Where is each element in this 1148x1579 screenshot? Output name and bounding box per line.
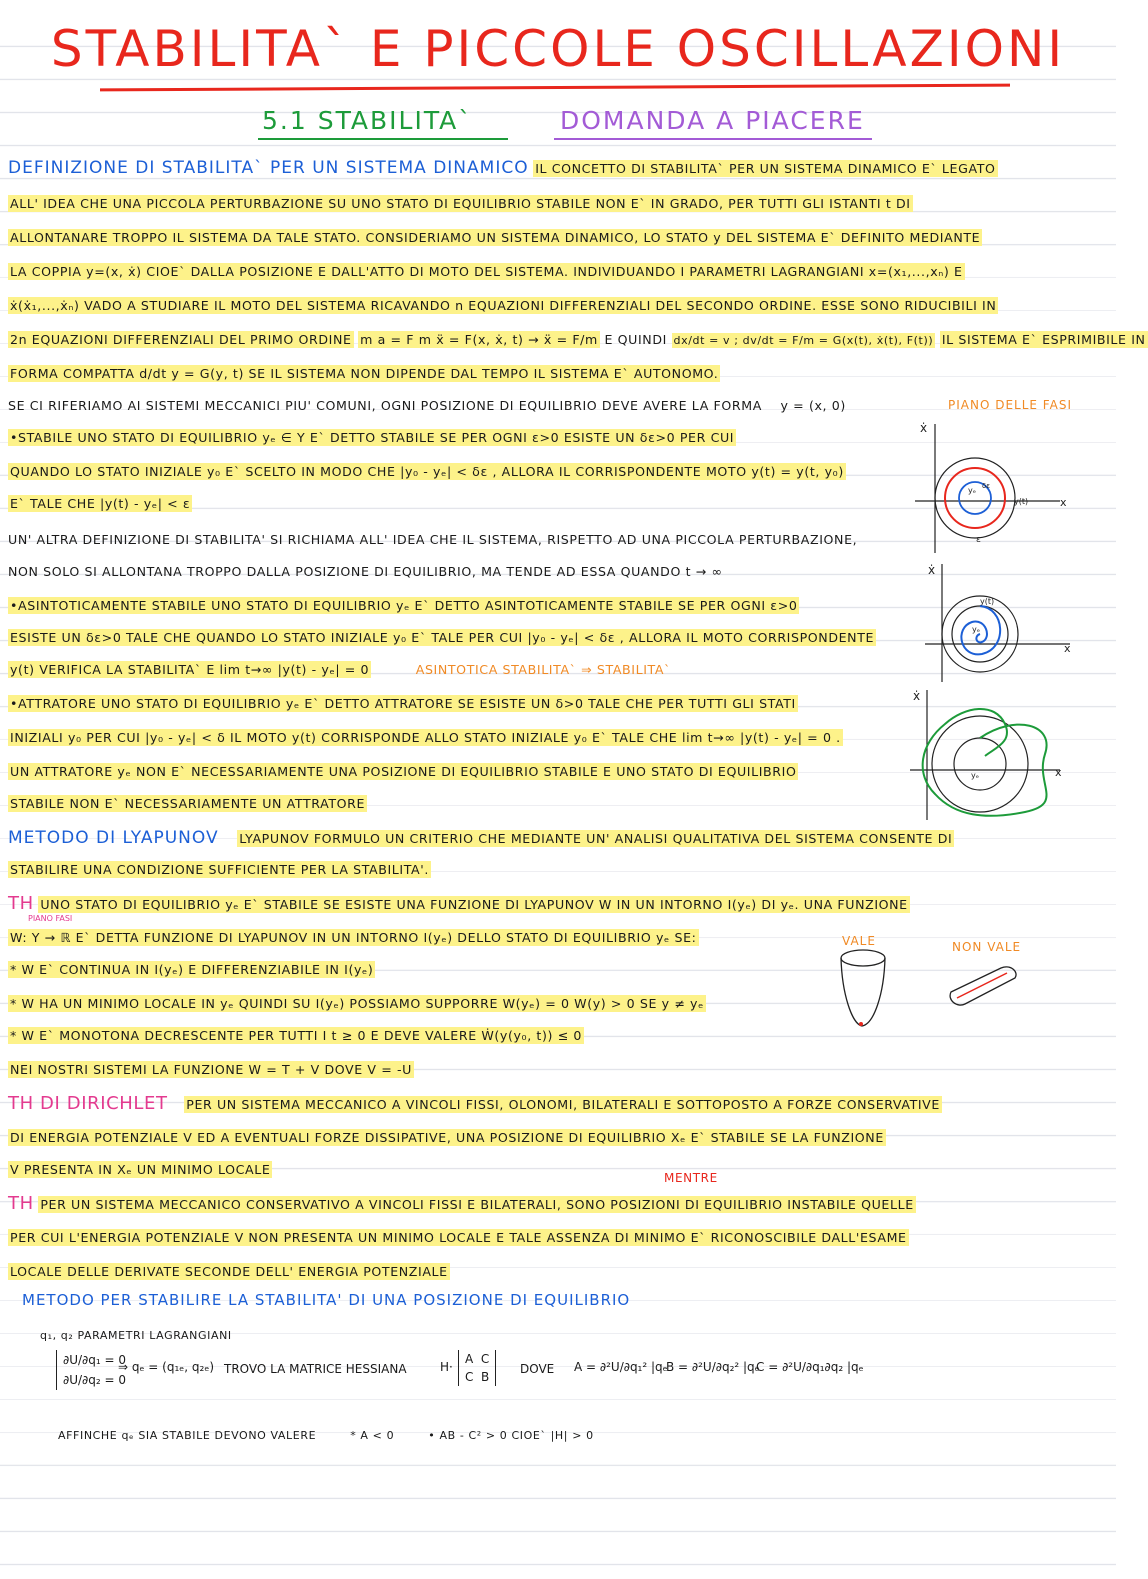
asymptotic-implies: ASINTOTICA STABILITA` ⇒ STABILITA` xyxy=(415,662,671,677)
a-definition: A = ∂²U/∂q₁² |qₑ xyxy=(574,1360,668,1374)
stable-line-2: QUANDO LO STATO INIZIALE y₀ E` SCELTO IN MODO CHE |y₀ - yₑ| < δε , ALLORA IL CORRISPONDENTE MOTO y(t) = y(t, y₀) xyxy=(10,464,844,479)
stable-line-1: •STABILE UNO STATO DI EQUILIBRIO yₑ ∈ Y E` DETTO STABILE SE PER OGNI ε>0 ESISTE UN δε>0 PER CUI xyxy=(10,430,735,445)
bowl-minimum xyxy=(859,1022,863,1026)
asymptotic-line-2: ESISTE UN δε>0 TALE CHE QUANDO LO STATO INIZIALE y₀ E` TALE PER CUI |y₀ - yₑ| < δε , ALLORA IL MOTO CORRISPONDENTE xyxy=(10,630,875,645)
definition-heading: DEFINIZIONE DI STABILITA` PER UN SISTEMA DINAMICO xyxy=(8,158,529,178)
gradient-system xyxy=(56,1350,126,1390)
trough-non-vale-figure xyxy=(945,960,1025,1020)
th1-line-2: W: Y → ℝ E` DETTA FUNZIONE DI LYAPUNOV IN UN INTORNO I(yₑ) DELLO STATO DI EQUILIBRIO yₑ SE: xyxy=(10,930,697,945)
epsilon-circle xyxy=(935,458,1015,538)
epsilon-label: ε xyxy=(976,535,981,545)
b-definition: B = ∂²U/∂q₂² |qₑ xyxy=(666,1360,760,1374)
asymptotic-line-1: •ASINTOTICAMENTE STABILE UNO STATO DI EQUILIBRIO yₑ E` DETTO ASINTOTICAMENTE STABILE SE PER OGNI ε>0 xyxy=(10,598,798,613)
attractor-phase-figure xyxy=(905,684,1075,824)
axis-x-label: x xyxy=(1064,642,1071,655)
asymptotic-phase-figure xyxy=(920,558,1080,686)
lyapunov-line-2: STABILIRE UNA CONDIZIONE SUFFICIENTE PER LA STABILITA'. xyxy=(10,862,429,877)
ye-label: yₑ xyxy=(971,771,980,780)
attractor-line-3: UN ATTRATORE yₑ NON E` NECESSARIAMENTE UNA POSIZIONE DI EQUILIBRIO STABILE E UNO STATO DI EQUILIBRIO xyxy=(10,764,797,779)
th2-line-2: PER CUI L'ENERGIA POTENZIALE V NON PRESENTA UN MINIMO LOCALE E TALE ASSENZA DI MINIMO E` RICONOSCIBILE DALL'ESAME xyxy=(10,1230,907,1245)
axis-x-label: x xyxy=(1060,496,1067,509)
definition-line-5: ẋ(ẋ₁,...,ẋₙ) VADO A STUDIARE IL MOTO DEL SISTEMA RICAVANDO n EQUAZIONI DIFFERENZIALI DEL SECONDO ORDINE. ESSE SONO RIDUCIBILI IN xyxy=(10,298,997,313)
bowl-rim xyxy=(841,950,885,966)
th1-tag: TH xyxy=(8,893,34,914)
section-note-underline xyxy=(554,138,872,140)
definition-line-4: LA COPPIA y=(x, ẋ) CIOE` DALLA POSIZIONE E DALL'ATTO DI MOTO DEL SISTEMA. INDIVIDUANDO I PARAMETRI LAGRANGIANI x=(x₁,...,xₙ) E xyxy=(10,264,963,279)
other-def-line-2: NON SOLO SI ALLONTANA TROPPO DALLA POSIZIONE DI EQUILIBRIO, MA TENDE AD ESSA QUANDO t → ∞ xyxy=(8,564,723,579)
hessian-symbol: H· xyxy=(440,1360,453,1374)
other-def-line-1: UN' ALTRA DEFINIZIONE DI STABILITA' SI RICHIAMA ALL' IDEA CHE IL SISTEMA, RISPETTO AD UNA PICCOLA PERTURBAZIONE, xyxy=(8,532,858,547)
th2-tag: TH xyxy=(8,1193,34,1214)
hessian-matrix: A C C B xyxy=(458,1350,496,1386)
mechanical-line: SE CI RIFERIAMO AI SISTEMI MECCANICI PIU' COMUNI, OGNI POSIZIONE DI EQUILIBRIO DEVE AVERE LA FORMA y = (x, 0) xyxy=(8,398,846,413)
th1-bullet-3: * W E` MONOTONA DECRESCENTE PER TUTTI I t ≥ 0 E DEVE VALERE Ẇ(y(y₀, t)) ≤ 0 xyxy=(10,1028,582,1043)
hessian-text: TROVO LA MATRICE HESSIANA xyxy=(224,1362,407,1376)
yt-label: y(t) xyxy=(980,597,995,606)
definition-line-3: ALLONTANARE TROPPO IL SISTEMA DA TALE STATO. CONSIDERIAMO UN SISTEMA DINAMICO, LO STATO y DEL SISTEMA E` DEFINITO MEDIANTE xyxy=(10,230,981,245)
bowl-vale-figure xyxy=(830,944,900,1034)
attractor-line-4: STABILE NON E` NECESSARIAMENTE UN ATTRATORE xyxy=(10,796,366,811)
non-vale-label: NON VALE xyxy=(952,940,1022,954)
method-heading-line xyxy=(22,1290,630,1312)
vale-label: VALE xyxy=(842,934,876,948)
lyapunov-line-1: METODO DI LYAPUNOV LYAPUNOV FORMULO UN CRITERIO CHE MEDIANTE UN' ANALISI QUALITATIVA DEL SISTEMA CONSENTE DI xyxy=(8,828,953,848)
yt-label: y(t) xyxy=(1014,497,1029,506)
ye-label: yₑ xyxy=(968,486,977,495)
method-params: q₁, q₂ PARAMETRI LAGRANGIANI xyxy=(40,1329,232,1342)
c-definition: C = ∂²U/∂q₁∂q₂ |qₑ xyxy=(756,1360,864,1374)
section-title: 5.1 STABILITA` xyxy=(262,106,473,135)
definition-line-6: 2n EQUAZIONI DIFFERENZIALI DEL PRIMO ORDINE m a = F m ẍ = F(x, ẋ, t) → ẍ = F/m E QUINDI dx/dt = v ; dv/dt = F/m = G(x(t), ẋ(t), F(t)) IL SISTEMA E` ESPRIMIBILE IN xyxy=(10,332,1146,347)
dirichlet-heading: TH DI DIRICHLET xyxy=(8,1093,168,1114)
section-note: DOMANDA A PIACERE xyxy=(560,106,865,135)
page-title: STABILITA` E PICCOLE OSCILLAZIONI xyxy=(50,20,1066,78)
stable-line-3: E` TALE CHE |y(t) - yₑ| < ε xyxy=(10,496,191,511)
attractor-line-2: INIZIALI y₀ PER CUI |y₀ - yₑ| < δ IL MOTO y(t) CORRISPONDE ALLO STATO INIZIALE y₀ E` TALE CHE lim t→∞ |y(t) - yₑ| = 0 . xyxy=(10,730,841,745)
mentre-note: MENTRE xyxy=(664,1171,718,1185)
dove-text: DOVE xyxy=(520,1362,555,1376)
axis-xdot-label: ẋ xyxy=(928,563,936,577)
th2-line-1: TH PER UN SISTEMA MECCANICO CONSERVATIVO A VINCOLI FISSI E BILATERALI, SONO POSIZIONI DI EQUILIBRIO INSTABILE QUELLE xyxy=(8,1193,914,1214)
stable-phase-figure xyxy=(910,418,1070,558)
phase-plane-label: PIANO DELLE FASI xyxy=(948,398,1072,412)
asymptotic-line-3: y(t) VERIFICA LA STABILITA` E lim t→∞ |y(t) - yₑ| = 0 ASINTOTICA STABILITA` ⇒ STABILITA` xyxy=(10,662,671,677)
gradient-eq-1: ∂U/∂q₁ = 0 xyxy=(63,1353,126,1367)
stability-conditions: AFFINCHE qₑ SIA STABILE DEVONO VALERE * A < 0 • AB - C² > 0 CIOE` |H| > 0 xyxy=(58,1429,594,1442)
definition-text-1: IL CONCETTO DI STABILITA` PER UN SISTEMA DINAMICO E` LEGATO xyxy=(535,161,996,176)
th1-bullet-1: * W E` CONTINUA IN I(yₑ) E DIFFERENZIABILE IN I(yₑ) xyxy=(10,962,374,977)
definition-line-7: FORMA COMPATTA d/dt y = G(y, t) SE IL SISTEMA NON DIPENDE DAL TEMPO IL SISTEMA E` AUTONOMO. xyxy=(10,366,719,381)
method-heading: METODO PER STABILIRE LA STABILITA' DI UNA POSIZIONE DI EQUILIBRIO xyxy=(22,1291,631,1309)
ye-label: yₑ xyxy=(972,625,981,634)
definition-line-1 xyxy=(8,158,998,180)
title-underline xyxy=(100,84,1010,92)
axis-xdot-label: ẋ xyxy=(920,421,928,435)
lyapunov-heading: METODO DI LYAPUNOV xyxy=(8,828,219,848)
dirichlet-line-1: TH DI DIRICHLET PER UN SISTEMA MECCANICO A VINCOLI FISSI, OLONOMI, BILATERALI E SOTTOPOSTO A FORZE CONSERVATIVE xyxy=(8,1093,940,1114)
axis-xdot-label: ẋ xyxy=(913,689,921,703)
axis-x-label: x xyxy=(1055,766,1062,779)
section-title-underline xyxy=(258,138,508,140)
bowl-body xyxy=(841,958,885,1026)
dirichlet-line-2: DI ENERGIA POTENZIALE V ED A EVENTUALI FORZE DISSIPATIVE, UNA POSIZIONE DI EQUILIBRIO Xₑ E` STABILE SE LA FUNZIONE xyxy=(10,1130,884,1145)
outer-circle xyxy=(932,716,1028,812)
th1-line-1: TH UNO STATO DI EQUILIBRIO yₑ E` STABILE SE ESISTE UNA FUNZIONE DI LYAPUNOV W IN UN INTORNO I(yₑ) DI yₑ. UNA FUNZIONE xyxy=(8,893,908,914)
gradient-eq-2: ∂U/∂q₂ = 0 xyxy=(63,1373,126,1387)
definition-line-2: ALL' IDEA CHE UNA PICCOLA PERTURBAZIONE SU UNO STATO DI EQUILIBRIO STABILE NON E` IN GRADO, PER TUTTI GLI ISTANTI t DI xyxy=(10,196,911,211)
trajectory-circle xyxy=(945,468,1005,528)
th1-line-3: NEI NOSTRI SISTEMI LA FUNZIONE W = T + V DOVE V = -U xyxy=(10,1062,412,1077)
attractor-line-1: •ATTRATORE UNO STATO DI EQUILIBRIO yₑ E` DETTO ATTRATORE SE ESISTE UN δ>0 TALE CHE PER TUTTI GLI STATI xyxy=(10,696,796,711)
dirichlet-line-3: V PRESENTA IN Xₑ UN MINIMO LOCALE xyxy=(10,1162,271,1177)
th2-line-3: LOCALE DELLE DERIVATE SECONDE DELL' ENERGIA POTENZIALE xyxy=(10,1264,448,1279)
delta-label: δε xyxy=(982,482,991,490)
piano-fasi-note: PIANO FASI xyxy=(28,914,73,923)
th1-bullet-2: * W HA UN MINIMO LOCALE IN yₑ QUINDI SU I(yₑ) POSSIAMO SUPPORRE W(yₑ) = 0 W(y) > 0 SE y ≠ yₑ xyxy=(10,996,704,1011)
spiral-trajectory xyxy=(961,606,1000,654)
equilibrium-result: ⇒ qₑ = (q₁ₑ, q₂ₑ) xyxy=(118,1360,215,1374)
